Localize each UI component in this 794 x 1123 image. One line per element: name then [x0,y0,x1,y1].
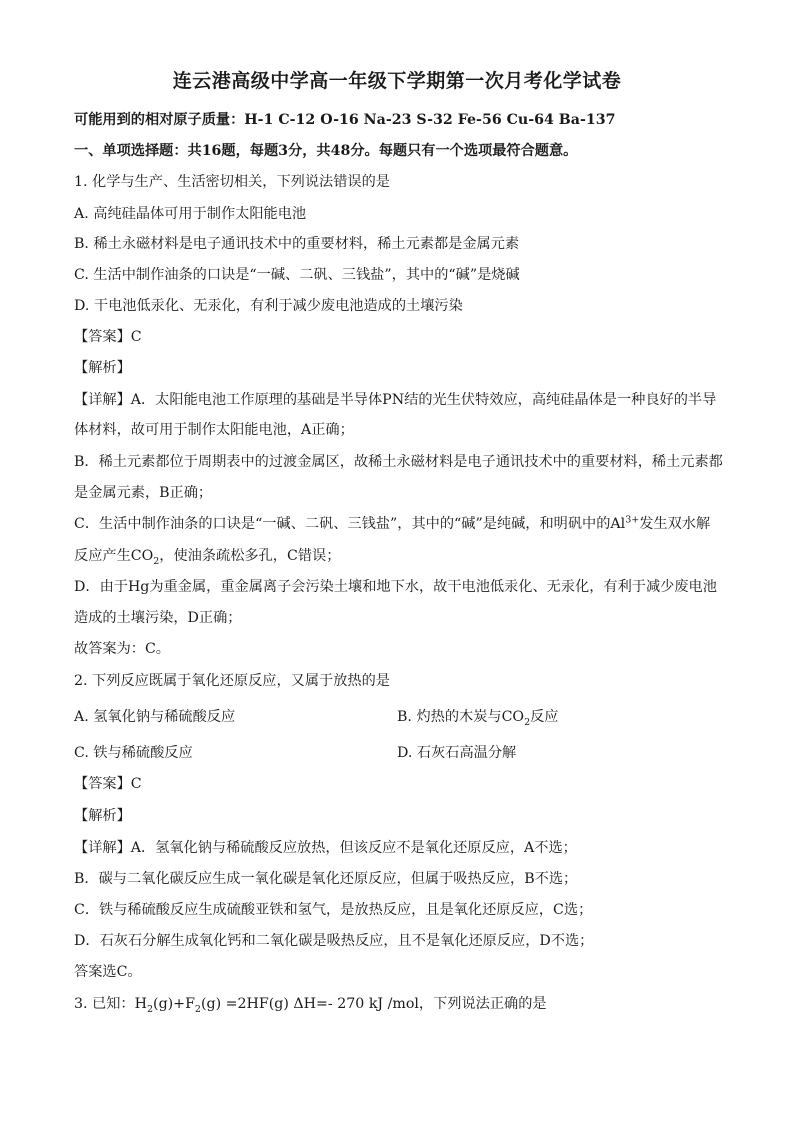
exam-title: 连云港高级中学高一年级下学期第一次月考化学试卷 [172,70,622,92]
q2-detail-b: B．碳与二氧化碳反应生成一氧化碳是氧化还原反应，但属于吸热反应，B不选； [74,871,578,887]
q2-detail-d: D．石灰石分解生成氧化钙和二氧化碳是吸热反应，且不是氧化还原反应，D不选； [74,933,594,949]
q1-detail-a1: 【详解】A．太阳能电池工作原理的基础是半导体PN结的光生伏特效应，高纯硅晶体是一种良好的半导 [74,392,717,408]
q1-detail-c1-text: C．生活中制作油条的口诀是“一碱、二矾、三钱盐”，其中的“碱”是纯碱，和明矾中的Al [74,516,626,532]
q1-detail-c2 [74,546,734,566]
q2-detail-c: C．铁与稀硫酸反应生成硫酸亚铁和氢气，是放热反应，且是氧化还原反应，C选； [74,902,593,918]
co2-subscript: 2 [153,555,160,567]
q3-stem-part-2: (g)+F [153,996,195,1012]
h2-subscript: 2 [146,1003,154,1015]
al-ion-charge: 3+ [625,514,640,526]
q2-option-d: D. 石灰石高温分解 [397,745,517,761]
section-heading: 一、单项选择题：共16题，每题3分，共48分。每题只有一个选项最符合题意。 [74,143,578,159]
q1-detail-c2-tail: ，使油条疏松多孔，C错误； [159,548,341,564]
q1-stem: 1. 化学与生产、生活密切相关，下列说法错误的是 [74,174,390,190]
q1-option-c: C. 生活中制作油条的口诀是“一碱、二矾、三钱盐”，其中的“碱”是烧碱 [74,267,520,283]
q1-option-a: A. 高纯硅晶体可用于制作太阳能电池 [74,206,307,222]
q2-detail-a: 【详解】A．氢氧化钠与稀硫酸反应放热，但该反应不是氧化还原反应，A不选； [74,840,577,856]
q1-detail-a2: 体材料，故可用于制作太阳能电池，A正确； [74,422,354,438]
q3-stem [74,994,734,1014]
q1-detail-b1: B．稀土元素都位于周期表中的过渡金属区，故稀土永磁材料是电子通讯技术中的重要材料，稀土元素都 [74,454,723,470]
q1-detail-c2-text: 反应产生CO [74,548,154,564]
q2-conclusion: 答案选C。 [74,964,142,980]
q1-detail-c1-tail: 发生双水解 [639,516,711,532]
q1-option-d: D. 干电池低汞化、无汞化，有利于减少废电池造成的土壤污染 [74,298,463,314]
q2-option-c: C. 铁与稀硫酸反应 [74,745,193,761]
q3-stem-part-3: (g) =2HF(g) ΔH=- 270 kJ /mol，下列说法正确的是 [200,996,547,1012]
q2-options-row-1 [74,707,734,727]
co2-subscript: 2 [524,716,531,728]
q1-option-b: B. 稀土永磁材料是电子通讯技术中的重要材料，稀土元素都是金属元素 [74,236,520,252]
q2-option-b-tail: 反应 [530,709,559,725]
q3-stem-part-1: 3. 已知：H [74,996,147,1012]
q1-analysis-label: 【解析】 [74,360,131,376]
q2-option-a: A. 氢氧化钠与稀硫酸反应 [74,709,236,725]
q2-answer: 【答案】C [74,776,142,792]
q1-detail-c1 [74,514,734,534]
q1-detail-d1: D．由于Hg为重金属，重金属离子会污染土壤和地下水，故干电池低汞化、无汞化，有利于减少废电池 [74,579,717,595]
q1-conclusion: 故答案为：C。 [74,641,170,657]
q1-detail-d2: 造成的土壤污染，D正确； [74,610,242,626]
q2-stem: 2. 下列反应既属于氧化还原反应，又属于放热的是 [74,673,390,689]
q2-option-b [397,707,559,727]
atomic-masses: 可能用到的相对原子质量：H-1 C-12 O-16 Na-23 S-32 Fe-56 Cu-64 Ba-137 [74,112,616,128]
q2-options-row-2 [74,743,734,763]
q1-detail-b2: 是金属元素，B正确； [74,485,213,501]
q1-answer: 【答案】C [74,329,142,345]
f2-subscript: 2 [194,1003,201,1015]
q2-analysis-label: 【解析】 [74,808,131,824]
q2-option-b-text: B. 灼热的木炭与CO [397,709,525,725]
